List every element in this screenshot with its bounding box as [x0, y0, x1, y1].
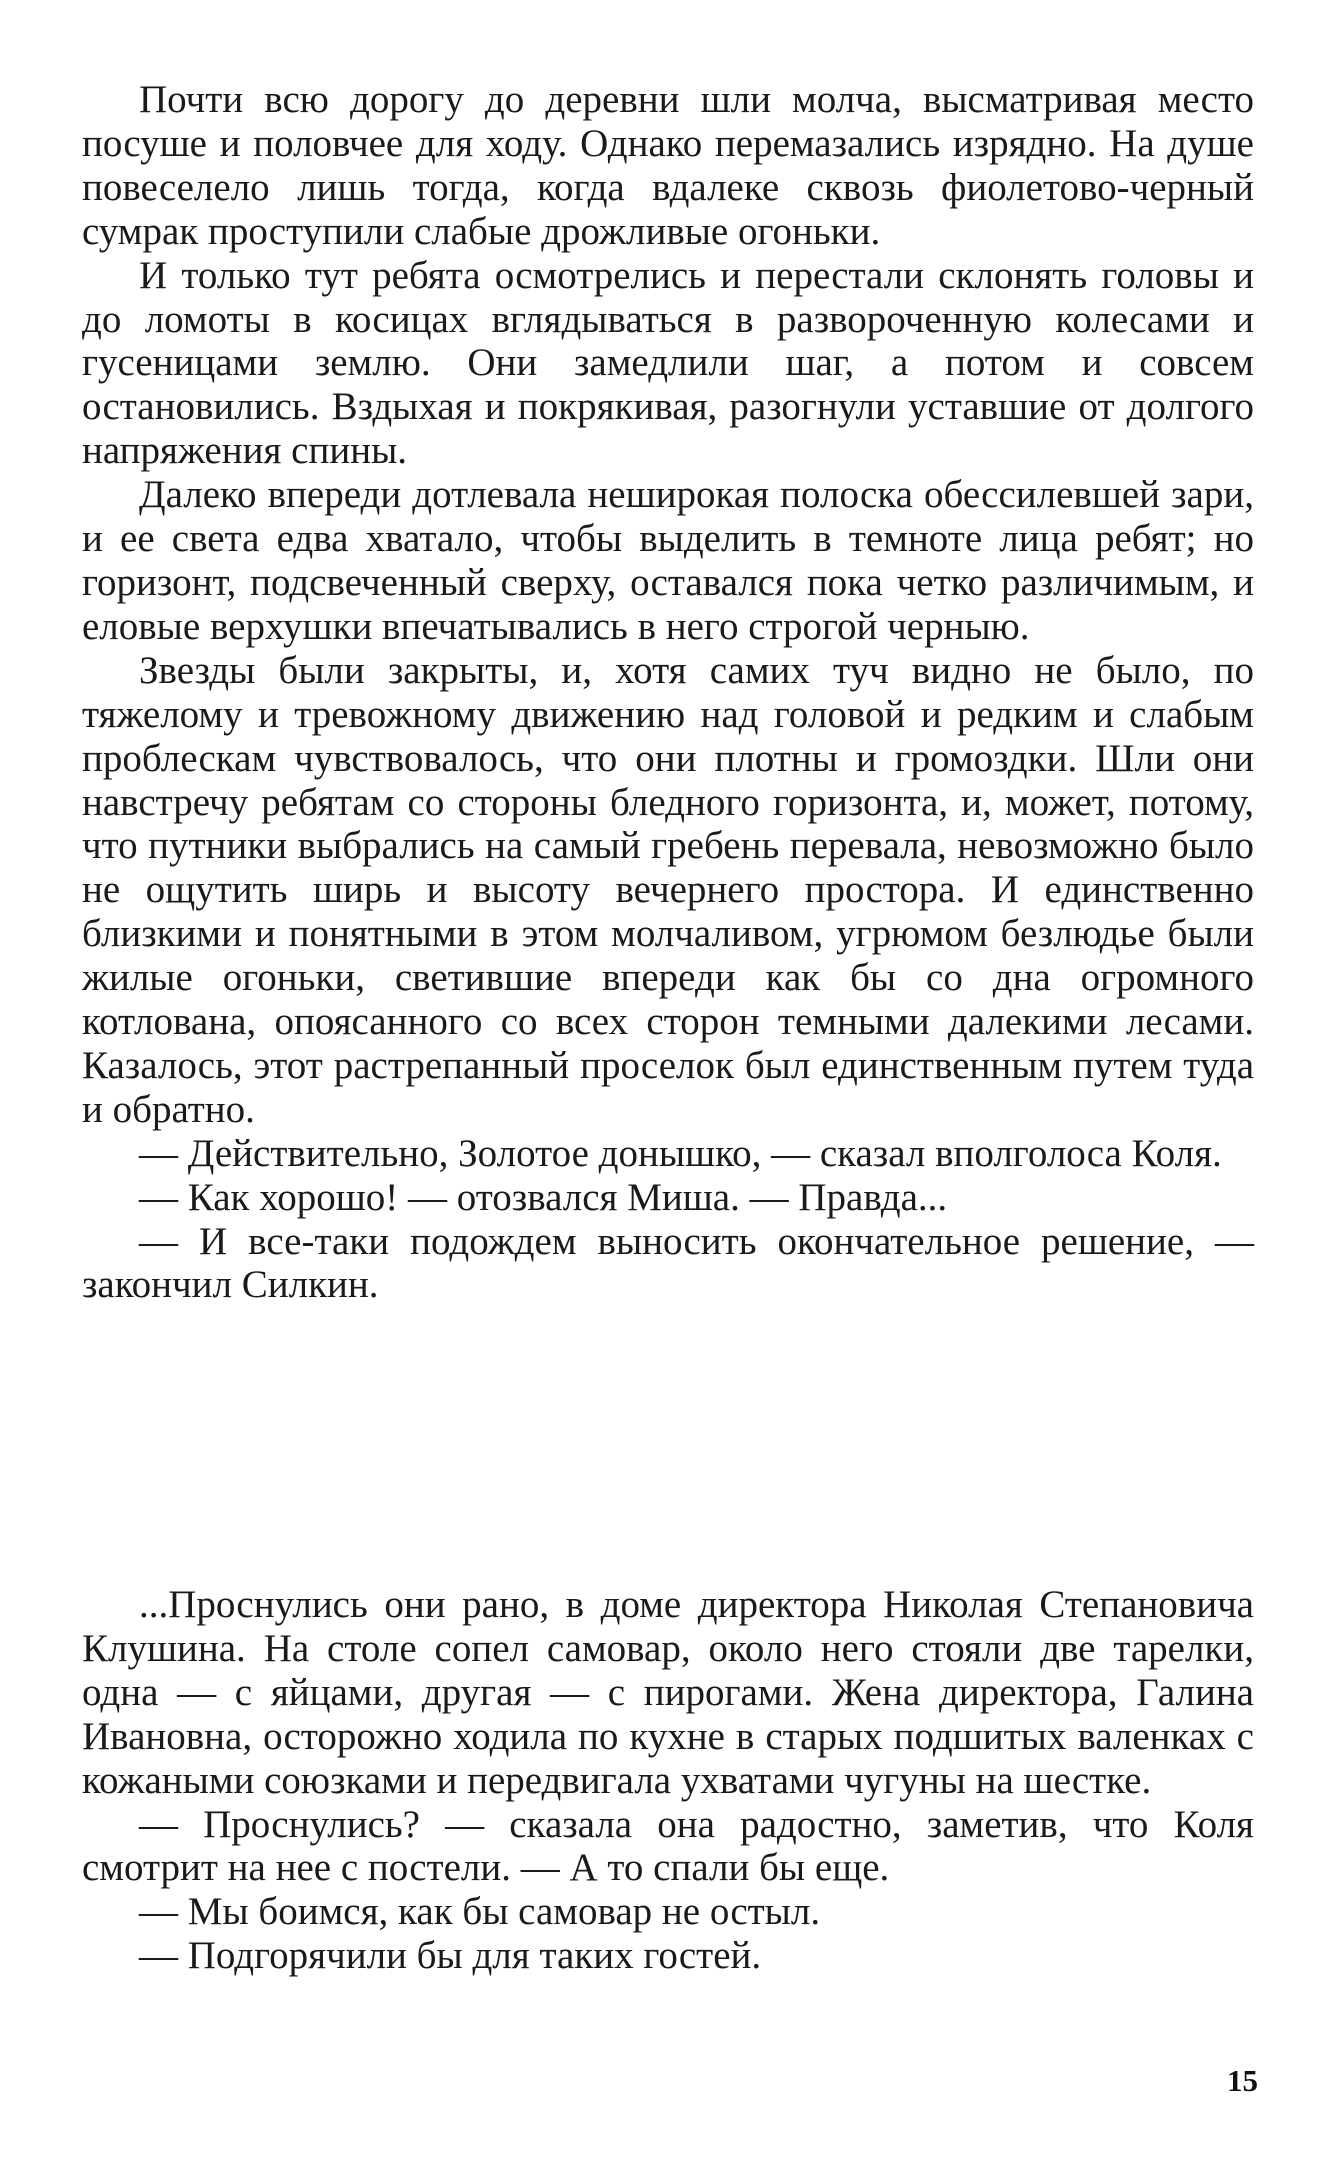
dialogue-line: — Подгорячили бы для таких гостей.: [139, 1934, 762, 1978]
paragraph: Звезды были закрыты, и, хотя самих туч видно не было, по тяжелому и тревожному движению над головой и редким и слабым проблескам чувствовалось, что они плотны и громоздки. Шли они навстречу ребятам со стороны бледного горизонта, и, может, потому, что путники выбрались на самый гребень перевала, невозможно было не ощутить ширь и высоту вечернего простора. И единственно близкими и понятными в этом молчаливом, угрюмом безлюдье были жилые огоньки, светившие впереди как бы со дна огромного котлована, опоясанного со всех сторон темными далекими лесами. Казалось, этот растрепанный проселок был единственным путем туда и обратно.: [82, 648, 1254, 1131]
page-number: 15: [1227, 2063, 1258, 2098]
text-section-one: [82, 78, 1254, 1307]
dialogue-line: — Как хорошо! — отозвался Миша. — Правда...: [139, 1175, 948, 1219]
dialogue-line: — Проснулись? — сказала она радостно, заметив, что Коля смотрит на нее с постели. — А то спали бы еще.: [82, 1802, 1254, 1890]
dialogue-line: — И все-таки подождем выносить окончательное решение, — закончил Силкин.: [82, 1219, 1254, 1307]
dialogue-line: — Действительно, Золотое донышко, — сказал вполголоса Коля.: [139, 1131, 1222, 1175]
paragraph: Далеко впереди дотлевала неширокая полоска обессилевшей зари, и ее света едва хватало, чтобы выделить в темноте лица ребят; но горизонт, подсвеченный сверху, оставался пока четко различимым, и еловые верхушки впечатывались в него строгой черныю.: [82, 473, 1254, 648]
paragraph: Почти всю дорогу до деревни шли молча, высматривая место посуше и половчее для ходу. Однако перемазались изрядно. На душе повеселело лишь тогда, когда вдалеке сквозь фиолетово-черный сумрак проступили слабые дрожливые огоньки.: [82, 78, 1254, 253]
paragraph: ...Проснулись они рано, в доме директора Николая Степановича Клушина. На столе сопел самовар, около него стояли две тарелки, одна — с яйцами, другая — с пирогами. Жена директора, Галина Ивановна, осторожно ходила по кухне в старых подшитых валенках с кожаными союзками и передвигала ухватами чугуны на шестке.: [82, 1583, 1254, 1802]
dialogue-line: — Мы боимся, как бы самовар не остыл.: [139, 1890, 821, 1934]
text-section-two: [82, 1583, 1254, 1978]
paragraph: И только тут ребята осмотрелись и перестали склонять головы и до ломоты в косицах вглядываться в развороченную колесами и гусеницами землю. Они замедлили шаг, а потом и совсем остановились. Вздыхая и покрякивая, разогнули уставшие от долгого напряжения спины.: [82, 253, 1254, 473]
